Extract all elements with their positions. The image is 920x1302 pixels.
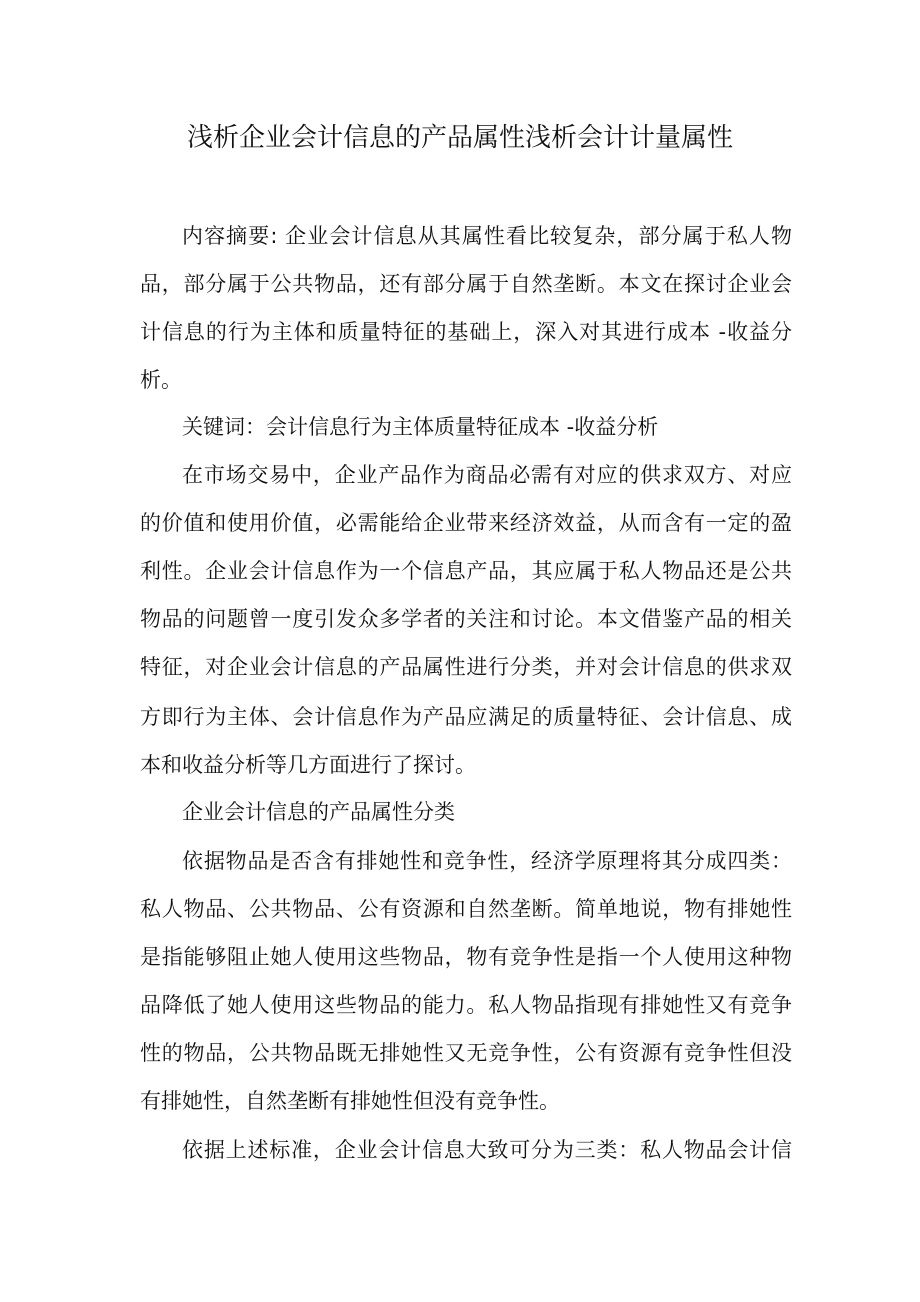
- text-line: 在市场交易中，企业产品作为商品必需有对应的供求双方、对应: [182, 463, 792, 487]
- text-line: 特征，对企业会计信息的产品属性进行分类，并对会计信息的供求双: [140, 655, 792, 679]
- text-line: 依据物品是否含有排她性和竞争性，经济学原理将其分成四类：: [182, 849, 792, 873]
- text-line: 本和收益分析等几方面进行了探讨。: [140, 753, 476, 777]
- text-line: 利性。企业会计信息作为一个信息产品，其应属于私人物品还是公共: [140, 559, 792, 583]
- document-title: 浅析企业会计信息的产品属性浅析会计计量属性: [186, 123, 733, 153]
- text-line: 的价值和使用价值，必需能给企业带来经济效益，从而含有一定的盈: [140, 511, 792, 535]
- text-line: 方即行为主体、会计信息作为产品应满足的质量特征、会计信息、成: [140, 705, 792, 729]
- text-line: 内容摘要: 企业会计信息从其属性看比较复杂，部分属于私人物: [182, 224, 792, 248]
- text-line: 依据上述标准，企业会计信息大致可分为三类：私人物品会计信: [182, 1138, 792, 1162]
- text-line: 析。: [140, 368, 182, 392]
- text-line: 品降低了她人使用这些物品的能力。私人物品指现有排她性又有竞争: [140, 993, 792, 1017]
- text-line: 企业会计信息的产品属性分类: [182, 800, 455, 824]
- text-line: 物品的问题曾一度引发众多学者的关注和讨论。本文借鉴产品的相关: [140, 607, 792, 631]
- text-line: 性的物品，公共物品既无排她性又无竞争性，公有资源有竞争性但没: [140, 1041, 792, 1065]
- text-line: 品，部分属于公共物品，还有部分属于自然垄断。本文在探讨企业会: [140, 272, 792, 296]
- text-line: 是指能够阻止她人使用这些物品，物有竞争性是指一个人使用这种物: [140, 945, 792, 969]
- text-line: 私人物品、公共物品、公有资源和自然垄断。简单地说，物有排她性: [140, 897, 792, 921]
- text-line: 计信息的行为主体和质量特征的基础上，深入对其进行成本 -收益分: [140, 320, 792, 344]
- text-line: 有排她性，自然垄断有排她性但没有竞争性。: [140, 1089, 560, 1113]
- text-line: 关键词：会计信息行为主体质量特征成本 -收益分析: [182, 415, 659, 439]
